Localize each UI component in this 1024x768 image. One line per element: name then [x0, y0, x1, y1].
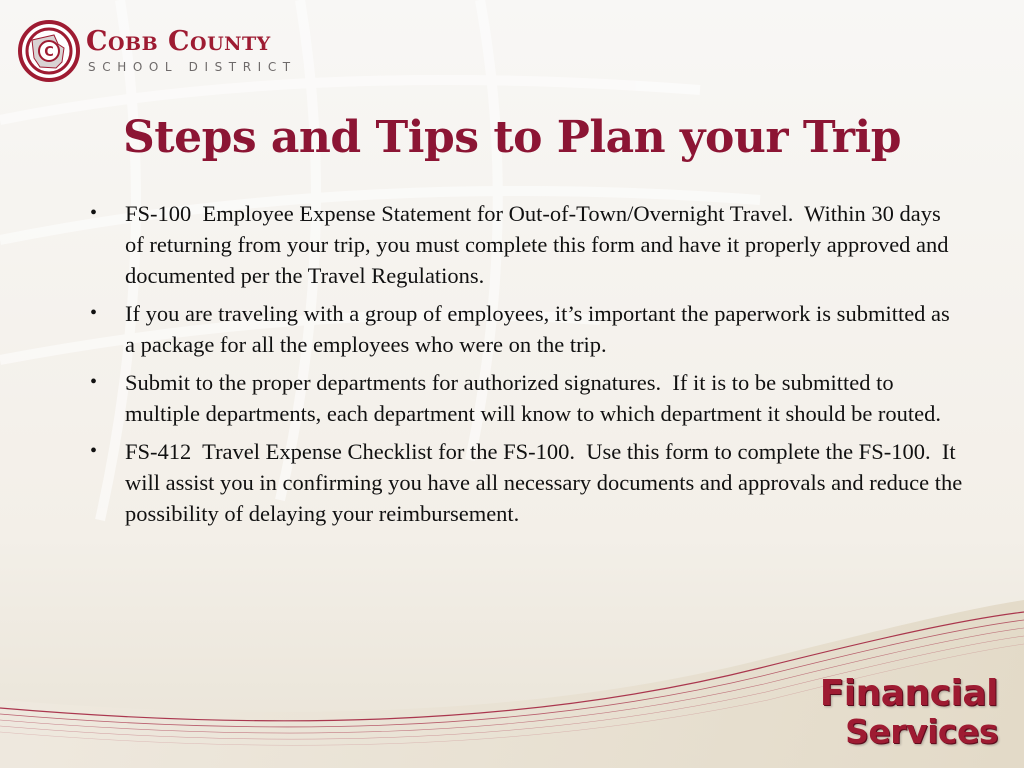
list-item [86, 367, 964, 429]
bullet-text: Submit to the proper departments for authorized signatures. If it is to be submitted to multiple departments, each department will know to which department it should be routed. [125, 370, 942, 426]
logo-name: Cobb County [86, 26, 271, 57]
emblem-letter: C [44, 45, 54, 60]
bullet-text: FS-412 Travel Expense Checklist for the FS-100. Use this form to complete the FS-100. It will assist you in confirming you have all necessary documents and approvals and reduce the possibility of delaying your reimbursement. [125, 439, 968, 526]
logo-subtitle: SCHOOL DISTRICT [88, 60, 297, 74]
district-emblem-icon [18, 20, 80, 82]
list-item [86, 436, 968, 529]
financial-services-logo [820, 674, 998, 750]
list-item [86, 298, 964, 360]
slide-title: Steps and Tips to Plan your Trip [122, 112, 902, 163]
list-item [86, 198, 964, 291]
brand-line-2: Services [845, 712, 998, 751]
bullet-text: If you are traveling with a group of employees, it’s important the paperwork is submitted as a package for all the employees who were on the trip. [125, 301, 956, 357]
brand-line-1: Financial [819, 673, 998, 714]
district-logo [18, 20, 318, 82]
bullet-list [86, 198, 968, 536]
bullet-text: FS-100 Employee Expense Statement for Out-of-Town/Overnight Travel. Within 30 days of returning from your trip, you must complete this form and have it properly approved and documented per the Travel Regulations. [125, 201, 955, 288]
